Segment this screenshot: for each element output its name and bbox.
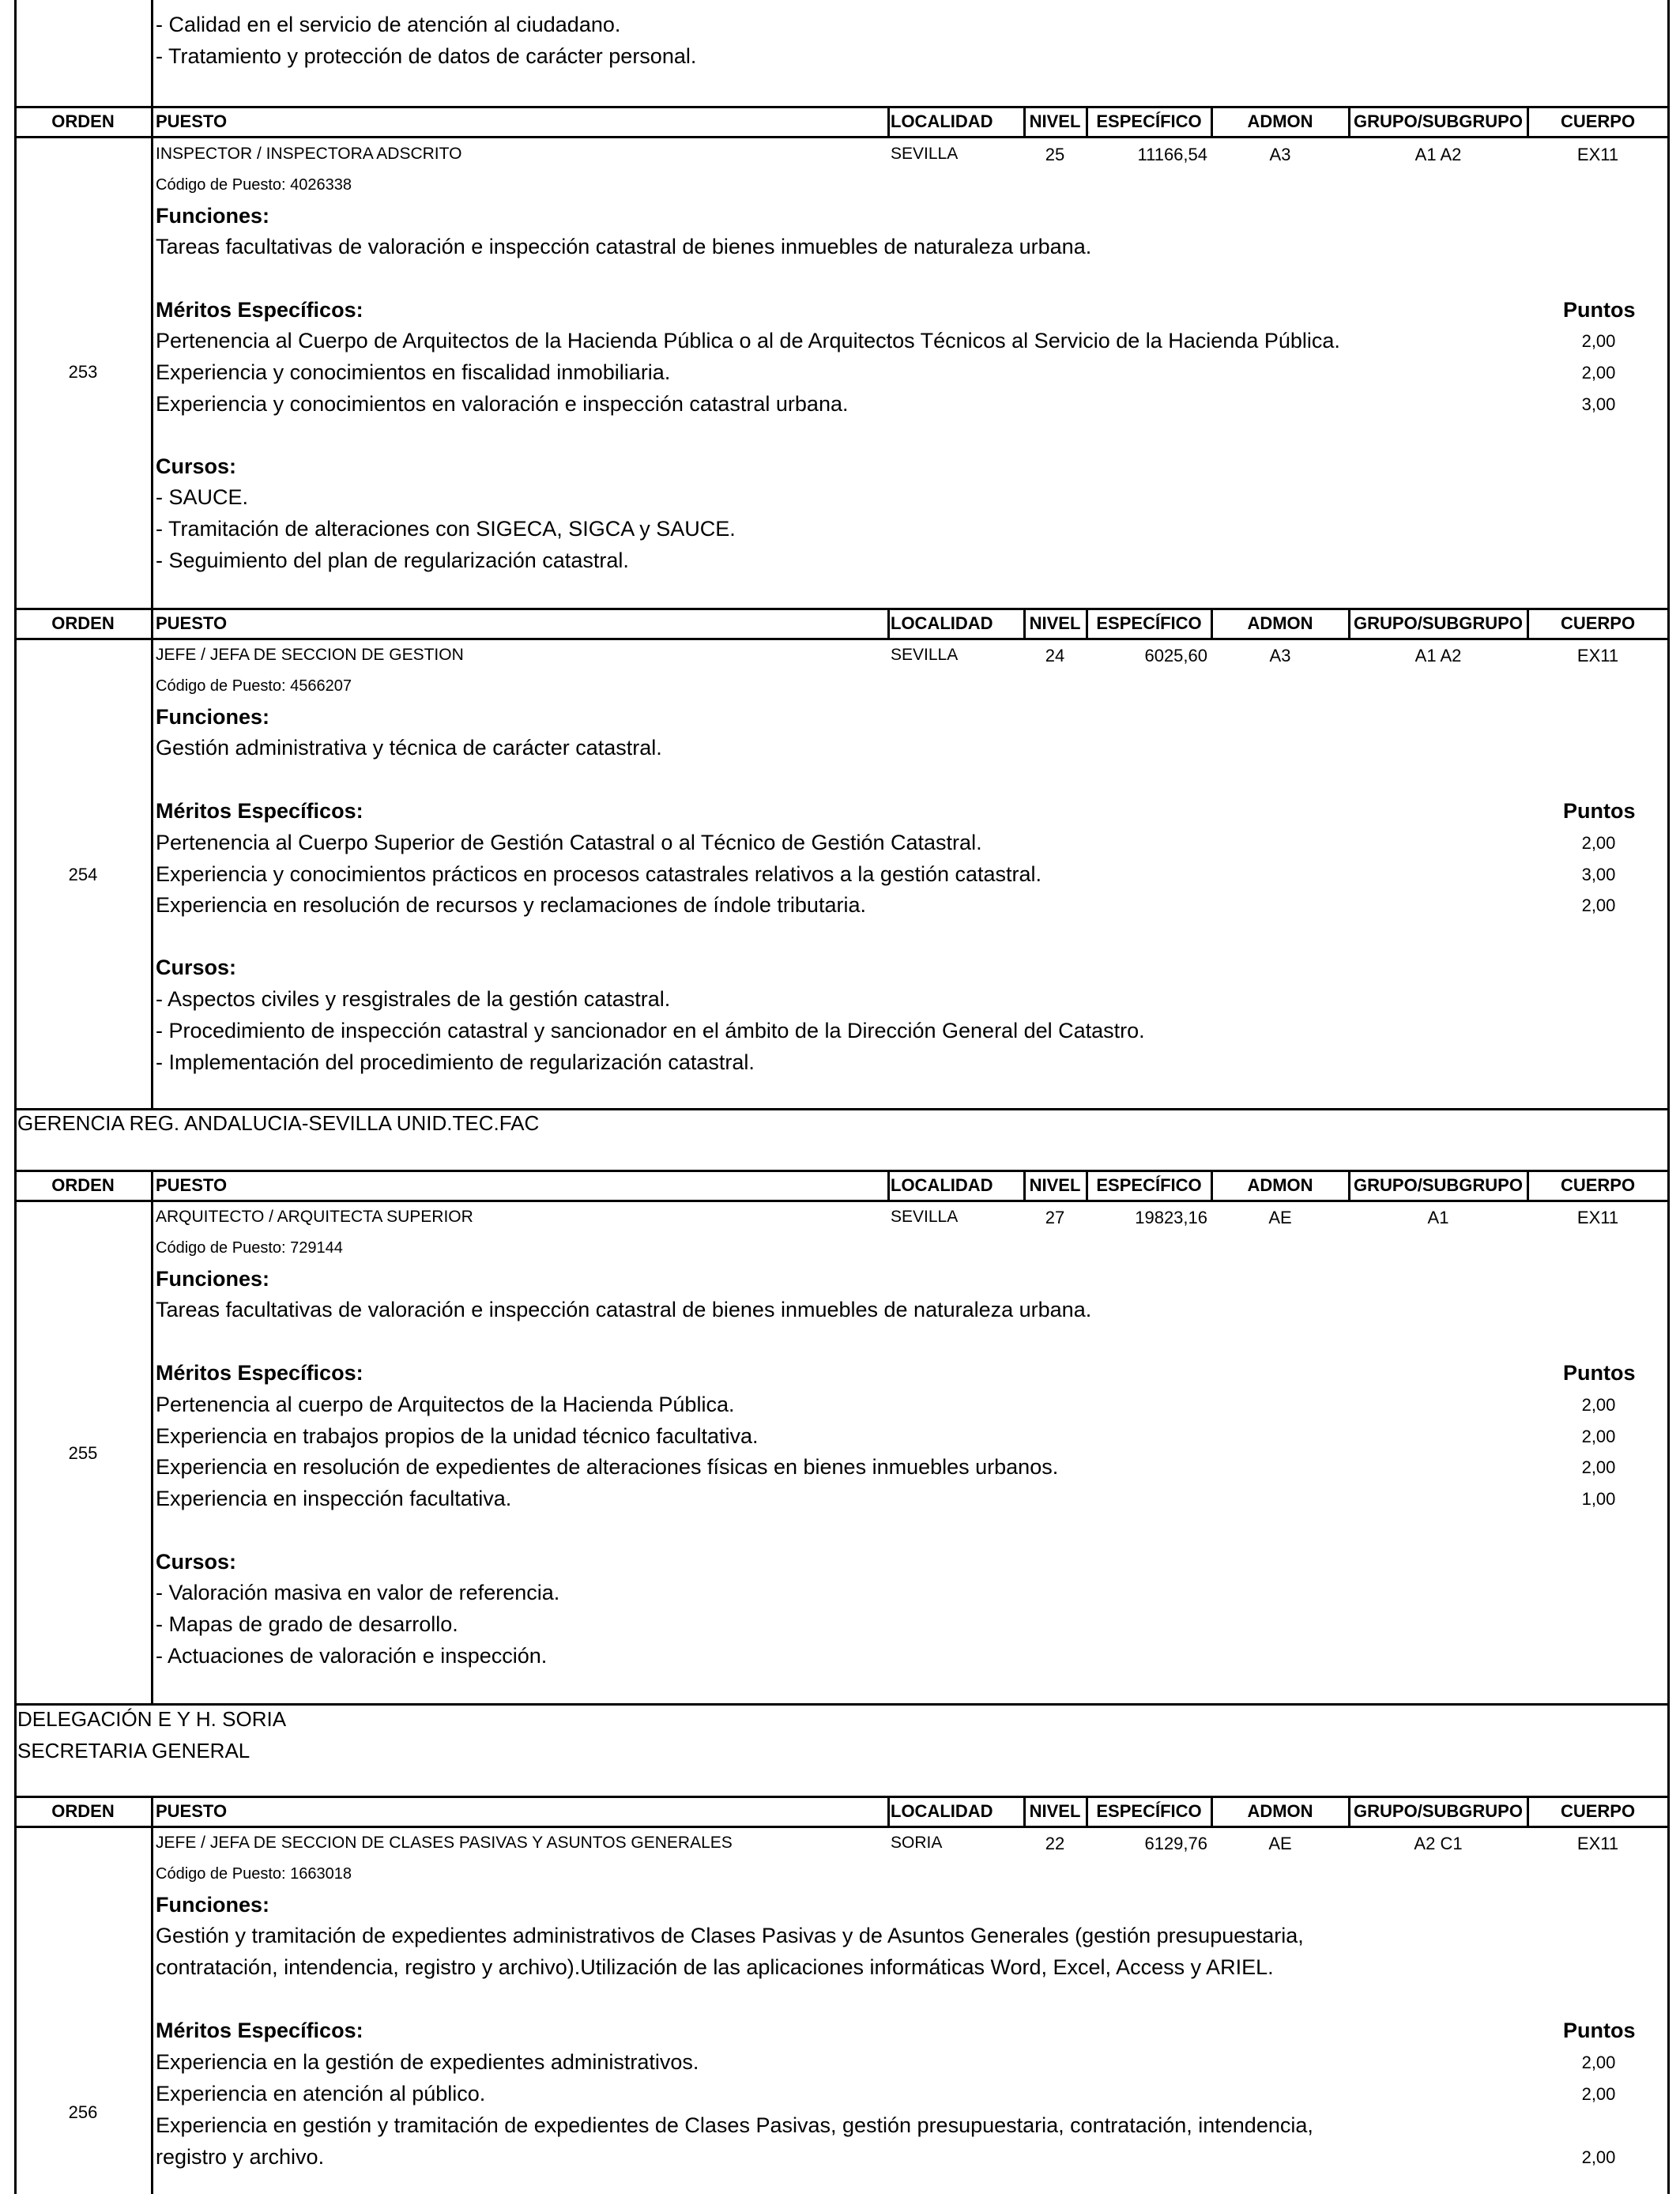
puntos-label: Puntos <box>1563 298 1636 322</box>
merito-item-line: registro y archivo. <box>156 2145 325 2169</box>
merito-item: Experiencia en atención al público. <box>156 2082 486 2105</box>
funciones-label: Funciones: <box>156 705 270 729</box>
column-divider <box>887 1796 890 1827</box>
cursos-label: Cursos: <box>156 956 237 979</box>
merito-points: 1,00 <box>1581 1489 1616 1509</box>
header-especifico: ESPECÍFICO <box>1096 613 1202 633</box>
course-item: - Tratamiento y protección de datos de carácter personal. <box>156 44 697 68</box>
course-item: - Tramitación de alteraciones con SIGECA, SIGCA y SAUCE. <box>156 517 736 541</box>
orden-column-divider <box>151 1170 153 1706</box>
merito-points: 3,00 <box>1581 865 1616 884</box>
course-item: - Aspectos civiles y resgistrales de la gestión catastral. <box>156 987 671 1011</box>
header-nivel: NIVEL <box>1029 1175 1081 1195</box>
merito-item: Experiencia en inspección facultativa. <box>156 1487 512 1510</box>
grupo-value: A1 <box>1427 1208 1449 1227</box>
header-admon: ADMON <box>1247 1801 1313 1821</box>
section-title: DELEGACIÓN E Y H. SORIA <box>17 1707 287 1731</box>
codigo-puesto: Código de Puesto: 4566207 <box>156 677 352 695</box>
codigo-puesto: Código de Puesto: 729144 <box>156 1239 343 1257</box>
course-item: - Procedimiento de inspección catastral y sancionador en el ámbito de la Dirección General del Catastro. <box>156 1019 1145 1042</box>
merito-item: Experiencia en resolución de recursos y reclamaciones de índole tributaria. <box>156 893 866 917</box>
cuerpo-value: EX11 <box>1576 1834 1619 1853</box>
row-separator <box>14 1108 1670 1110</box>
funciones-text-line: Gestión y tramitación de expedientes administrativos de Clases Pasivas y de Asuntos Generales (gestión presupuestaria, <box>156 1924 1304 1947</box>
right-border <box>1667 0 1670 2194</box>
admon-value: AE <box>1268 1834 1292 1853</box>
orden-number: 256 <box>68 2102 98 2122</box>
orden-column-divider <box>151 106 153 610</box>
left-border <box>14 0 17 2194</box>
grupo-value: A1 A2 <box>1414 145 1462 164</box>
header-nivel: NIVEL <box>1029 111 1081 131</box>
header-nivel: NIVEL <box>1029 613 1081 633</box>
merito-item-line: Experiencia en gestión y tramitación de expedientes de Clases Pasivas, gestión presupuestaria, contratación, intendencia, <box>156 2113 1313 2137</box>
meritos-label: Méritos Específicos: <box>156 799 363 823</box>
header-grupo: GRUPO/SUBGRUPO <box>1354 1175 1523 1195</box>
course-item: - Mapas de grado de desarrollo. <box>156 1612 458 1636</box>
header-cuerpo: CUERPO <box>1560 1801 1636 1821</box>
merito-points: 2,00 <box>1581 1427 1616 1446</box>
header-cuerpo: CUERPO <box>1560 1175 1636 1195</box>
header-especifico: ESPECÍFICO <box>1096 1175 1202 1195</box>
cuerpo-value: EX11 <box>1576 145 1619 164</box>
orden-number: 255 <box>68 1443 98 1463</box>
codigo-puesto: Código de Puesto: 4026338 <box>156 176 352 194</box>
header-nivel: NIVEL <box>1029 1801 1081 1821</box>
header-cuerpo: CUERPO <box>1560 111 1636 131</box>
header-cuerpo: CUERPO <box>1560 613 1636 633</box>
localidad-value: SORIA <box>891 1834 943 1852</box>
column-divider <box>887 608 890 639</box>
header-admon: ADMON <box>1247 111 1313 131</box>
merito-points: 2,00 <box>1581 895 1616 915</box>
header-orden: ORDEN <box>51 111 115 131</box>
orden-number: 253 <box>68 362 98 382</box>
merito-item: Experiencia y conocimientos en valoración e inspección catastral urbana. <box>156 392 849 416</box>
header-orden: ORDEN <box>51 1801 115 1821</box>
merito-item: Experiencia en resolución de expedientes de alteraciones físicas en bienes inmuebles urbanos. <box>156 1455 1059 1479</box>
grupo-value: A2 C1 <box>1414 1834 1463 1853</box>
merito-points: 2,00 <box>1581 1457 1616 1477</box>
merito-points: 2,00 <box>1581 833 1616 853</box>
especifico-value: 19823,16 <box>1135 1208 1207 1227</box>
cursos-label: Cursos: <box>156 454 237 478</box>
puesto-title: JEFE / JEFA DE SECCION DE CLASES PASIVAS Y ASUNTOS GENERALES <box>156 1834 733 1852</box>
course-item: - Valoración masiva en valor de referencia. <box>156 1581 560 1604</box>
admon-value: AE <box>1268 1208 1292 1227</box>
puntos-label: Puntos <box>1563 1361 1636 1385</box>
header-puesto: PUESTO <box>156 613 228 633</box>
header-puesto: PUESTO <box>156 1801 228 1821</box>
cuerpo-value: EX11 <box>1576 1208 1619 1227</box>
admon-value: A3 <box>1269 145 1291 164</box>
nivel-value: 27 <box>1045 1208 1065 1227</box>
header-grupo: GRUPO/SUBGRUPO <box>1354 111 1523 131</box>
cursos-label: Cursos: <box>156 1550 237 1574</box>
header-puesto: PUESTO <box>156 111 228 131</box>
column-divider <box>887 1170 890 1201</box>
header-bottom-line <box>14 136 1670 138</box>
funciones-text: Tareas facultativas de valoración e inspección catastral de bienes inmuebles de naturaleza urbana. <box>156 1298 1092 1321</box>
header-localidad: LOCALIDAD <box>891 613 993 633</box>
header-bottom-line <box>14 638 1670 640</box>
header-puesto: PUESTO <box>156 1175 228 1195</box>
merito-points: 2,00 <box>1581 2147 1616 2167</box>
codigo-puesto: Código de Puesto: 1663018 <box>156 1865 352 1883</box>
puntos-label: Puntos <box>1563 799 1636 823</box>
column-divider <box>887 106 890 138</box>
funciones-label: Funciones: <box>156 204 270 228</box>
puesto-title: JEFE / JEFA DE SECCION DE GESTION <box>156 646 464 664</box>
funciones-text: Tareas facultativas de valoración e inspección catastral de bienes inmuebles de naturaleza urbana. <box>156 235 1092 258</box>
localidad-value: SEVILLA <box>891 1208 959 1226</box>
merito-item: Experiencia en trabajos propios de la unidad técnico facultativa. <box>156 1424 759 1448</box>
header-bottom-line <box>14 1826 1670 1828</box>
header-localidad: LOCALIDAD <box>891 1801 993 1821</box>
nivel-value: 24 <box>1045 646 1065 665</box>
merito-item: Experiencia y conocimientos prácticos en procesos catastrales relativos a la gestión catastral. <box>156 862 1042 886</box>
especifico-value: 11166,54 <box>1137 145 1207 164</box>
header-bottom-line <box>14 1200 1670 1202</box>
section-subtitle: SECRETARIA GENERAL <box>17 1739 250 1762</box>
nivel-value: 22 <box>1045 1834 1065 1853</box>
merito-points: 2,00 <box>1581 1395 1616 1415</box>
localidad-value: SEVILLA <box>891 145 959 163</box>
header-especifico: ESPECÍFICO <box>1096 111 1202 131</box>
header-admon: ADMON <box>1247 613 1313 633</box>
merito-points: 3,00 <box>1581 394 1616 414</box>
header-orden: ORDEN <box>51 1175 115 1195</box>
funciones-label: Funciones: <box>156 1893 270 1917</box>
orden-column-divider <box>151 0 153 106</box>
funciones-text: Gestión administrativa y técnica de carácter catastral. <box>156 736 662 760</box>
merito-points: 2,00 <box>1581 331 1616 351</box>
merito-item: Experiencia y conocimientos en fiscalidad inmobiliaria. <box>156 360 671 384</box>
header-grupo: GRUPO/SUBGRUPO <box>1354 1801 1523 1821</box>
funciones-label: Funciones: <box>156 1267 270 1291</box>
header-localidad: LOCALIDAD <box>891 111 993 131</box>
course-item: - Calidad en el servicio de atención al ciudadano. <box>156 13 621 36</box>
meritos-label: Méritos Específicos: <box>156 1361 363 1385</box>
puesto-title: ARQUITECTO / ARQUITECTA SUPERIOR <box>156 1208 473 1226</box>
merito-points: 2,00 <box>1581 363 1616 383</box>
localidad-value: SEVILLA <box>891 646 959 664</box>
cuerpo-value: EX11 <box>1576 646 1619 665</box>
course-item: - SAUCE. <box>156 485 249 509</box>
especifico-value: 6025,60 <box>1144 646 1207 665</box>
merito-item: Experiencia en la gestión de expedientes administrativos. <box>156 2050 699 2074</box>
orden-column-divider <box>151 1796 153 2194</box>
merito-points: 2,00 <box>1581 2053 1616 2072</box>
admon-value: A3 <box>1269 646 1291 665</box>
header-grupo: GRUPO/SUBGRUPO <box>1354 613 1523 633</box>
funciones-text-line: contratación, intendencia, registro y archivo).Utilización de las aplicaciones informáticas Word, Excel, Access y ARIEL. <box>156 1955 1274 1979</box>
course-item: - Seguimiento del plan de regularización catastral. <box>156 548 629 572</box>
header-especifico: ESPECÍFICO <box>1096 1801 1202 1821</box>
grupo-value: A1 A2 <box>1414 646 1462 665</box>
row-separator <box>14 1703 1670 1706</box>
header-localidad: LOCALIDAD <box>891 1175 993 1195</box>
meritos-label: Méritos Específicos: <box>156 298 363 322</box>
header-admon: ADMON <box>1247 1175 1313 1195</box>
header-orden: ORDEN <box>51 613 115 633</box>
puesto-title: INSPECTOR / INSPECTORA ADSCRITO <box>156 145 462 163</box>
merito-item: Pertenencia al Cuerpo de Arquitectos de la Hacienda Pública o al de Arquitectos Técnicos al Servicio de la Hacienda Pública. <box>156 329 1340 352</box>
meritos-label: Méritos Específicos: <box>156 2019 363 2042</box>
merito-item: Pertenencia al Cuerpo Superior de Gestión Catastral o al Técnico de Gestión Catastral. <box>156 831 982 854</box>
orden-number: 254 <box>68 865 98 884</box>
merito-item: Pertenencia al cuerpo de Arquitectos de la Hacienda Pública. <box>156 1393 735 1416</box>
especifico-value: 6129,76 <box>1144 1834 1207 1853</box>
section-title: GERENCIA REG. ANDALUCIA-SEVILLA UNID.TEC.FAC <box>17 1111 540 1135</box>
puntos-label: Puntos <box>1563 2019 1636 2042</box>
orden-column-divider <box>151 608 153 1110</box>
course-item: - Actuaciones de valoración e inspección. <box>156 1644 548 1668</box>
merito-points: 2,00 <box>1581 2084 1616 2104</box>
course-item: - Implementación del procedimiento de regularización catastral. <box>156 1050 755 1074</box>
nivel-value: 25 <box>1045 145 1065 164</box>
